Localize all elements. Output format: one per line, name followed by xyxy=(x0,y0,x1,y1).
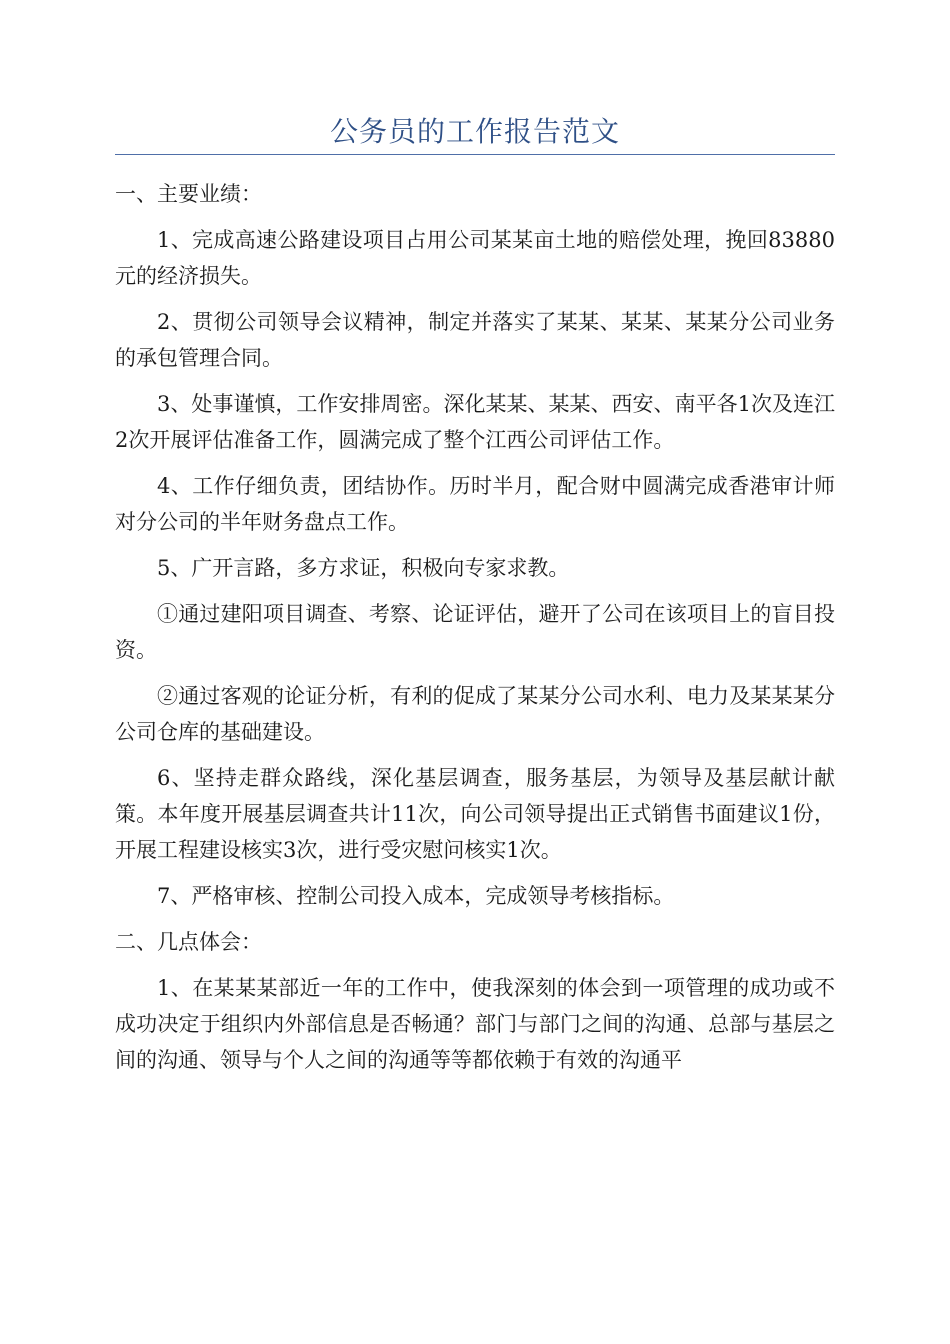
section-heading-achievements: 一、主要业绩： xyxy=(115,182,262,206)
document-body xyxy=(115,176,835,1088)
paragraph: 5、广开言路，多方求证，积极向专家求教。 xyxy=(157,556,570,580)
paragraph: 6、坚持走群众路线，深化基层调查，服务基层，为领导及基层献计献策。本年度开展基层调查共计11次，向公司领导提出正式销售书面建议1份，开展工程建设核实3次，进行受灾慰问核实1次。 xyxy=(115,766,835,862)
paragraph: 1、在某某某部近一年的工作中，使我深刻的体会到一项管理的成功或不成功决定于组织内外部信息是否畅通？部门与部门之间的沟通、总部与基层之间的沟通、领导与个人之间的沟通等等都依赖于有效的沟通平 xyxy=(115,976,835,1072)
paragraph: 7、严格审核、控制公司投入成本，完成领导考核指标。 xyxy=(157,884,675,908)
paragraph: 3、处事谨慎，工作安排周密。深化某某、某某、西安、南平各1次及连江2次开展评估准备工作，圆满完成了整个江西公司评估工作。 xyxy=(115,392,835,452)
paragraph: ①通过建阳项目调查、考察、论证评估，避开了公司在该项目上的盲目投资。 xyxy=(115,602,835,662)
paragraph: ②通过客观的论证分析，有利的促成了某某分公司水利、电力及某某某分公司仓库的基础建设。 xyxy=(115,684,835,744)
section-heading-insights: 二、几点体会： xyxy=(115,930,262,954)
paragraph: 4、工作仔细负责，团结协作。历时半月，配合财中圆满完成香港审计师对分公司的半年财务盘点工作。 xyxy=(115,474,835,534)
title-underline xyxy=(115,154,835,155)
paragraph: 2、贯彻公司领导会议精神，制定并落实了某某、某某、某某分公司业务的承包管理合同。 xyxy=(115,310,835,370)
document-title: 公务员的工作报告范文 xyxy=(329,115,620,148)
paragraph: 1、完成高速公路建设项目占用公司某某亩土地的赔偿处理，挽回83880元的经济损失。 xyxy=(115,228,835,288)
